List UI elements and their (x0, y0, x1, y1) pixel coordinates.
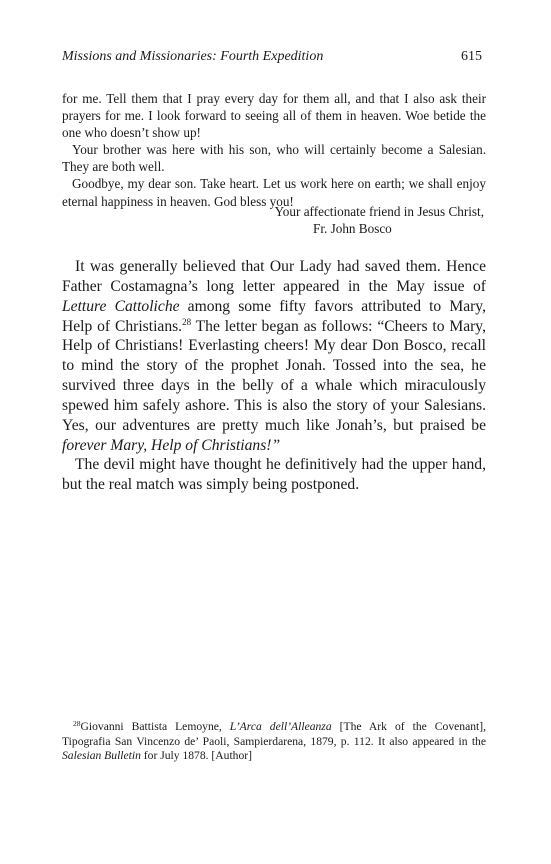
letter-closing: Your affectionate friend in Jesus Christ, (274, 204, 484, 219)
body-paragraph-2: The devil might have thought he definitively had the upper hand, but the real match was simply being postponed. (62, 456, 486, 494)
footnote-reference: 28 (182, 316, 192, 327)
book-page (62, 0, 486, 864)
letter-excerpt (62, 90, 486, 210)
italic-quote: forever Mary, Help of Christians!” (62, 436, 281, 454)
footnote (62, 720, 486, 764)
running-head (62, 49, 486, 65)
letter-paragraph-3: Goodbye, my dear son. Take heart. Let us work here on earth; we shall enjoy eternal happiness in heaven. God bless you! (62, 176, 486, 209)
body-text: The letter began as follows: “Cheers to Mary, Help of Christians! Everlasting cheers! My dear Don Bosco, recall to mind the story of the prophet Jonah. Tossed into the sea, he survived three days in the belly of a whale which miraculously spewed him safely ashore. This is also the story of your Salesians. Yes, our adventures are pretty much like Jonah’s, but praised be (62, 317, 486, 434)
footnote-marker: 28 (73, 719, 81, 728)
footnote-italic-title: Salesian Bulletin (62, 749, 141, 763)
footnote-italic-title: L’Arca dell’Alleanza (229, 720, 332, 733)
italic-title: Letture Cattoliche (62, 297, 180, 315)
letter-paragraph-2: Your brother was here with his son, who will certainly become a Salesian. They are both well. (62, 142, 486, 175)
body-text: It was generally believed that Our Lady had saved them. Hence Father Costamagna’s long letter appeared in the May issue of (62, 258, 486, 295)
letter-paragraph-1: for me. Tell them that I pray every day for them all, and that I also ask their prayers for me. I look forward to seeing all of them in heaven. Woe betide the one who doesn’t show up! (62, 91, 486, 141)
main-text (62, 257, 486, 495)
footnote-paragraph (62, 720, 486, 764)
footnote-text: for July 1878. [Author] (140, 749, 252, 763)
body-text: among some fifty favors attributed to Mary, Help of Christians. (62, 297, 486, 335)
footnote-text: Giovanni Battista Lemoyne, (80, 720, 230, 733)
letter-signer: Fr. John Bosco (313, 221, 392, 236)
body-paragraph-1 (62, 257, 486, 455)
footnote-text: [The Ark of the Covenant], Tipografia San Vincenzo de’ Paoli, Sampierdarena, 1879, p. 112. It also appeared in the (62, 720, 486, 748)
page-number: 615 (461, 49, 482, 64)
running-title: Missions and Missionaries: Fourth Expedition (62, 49, 324, 64)
